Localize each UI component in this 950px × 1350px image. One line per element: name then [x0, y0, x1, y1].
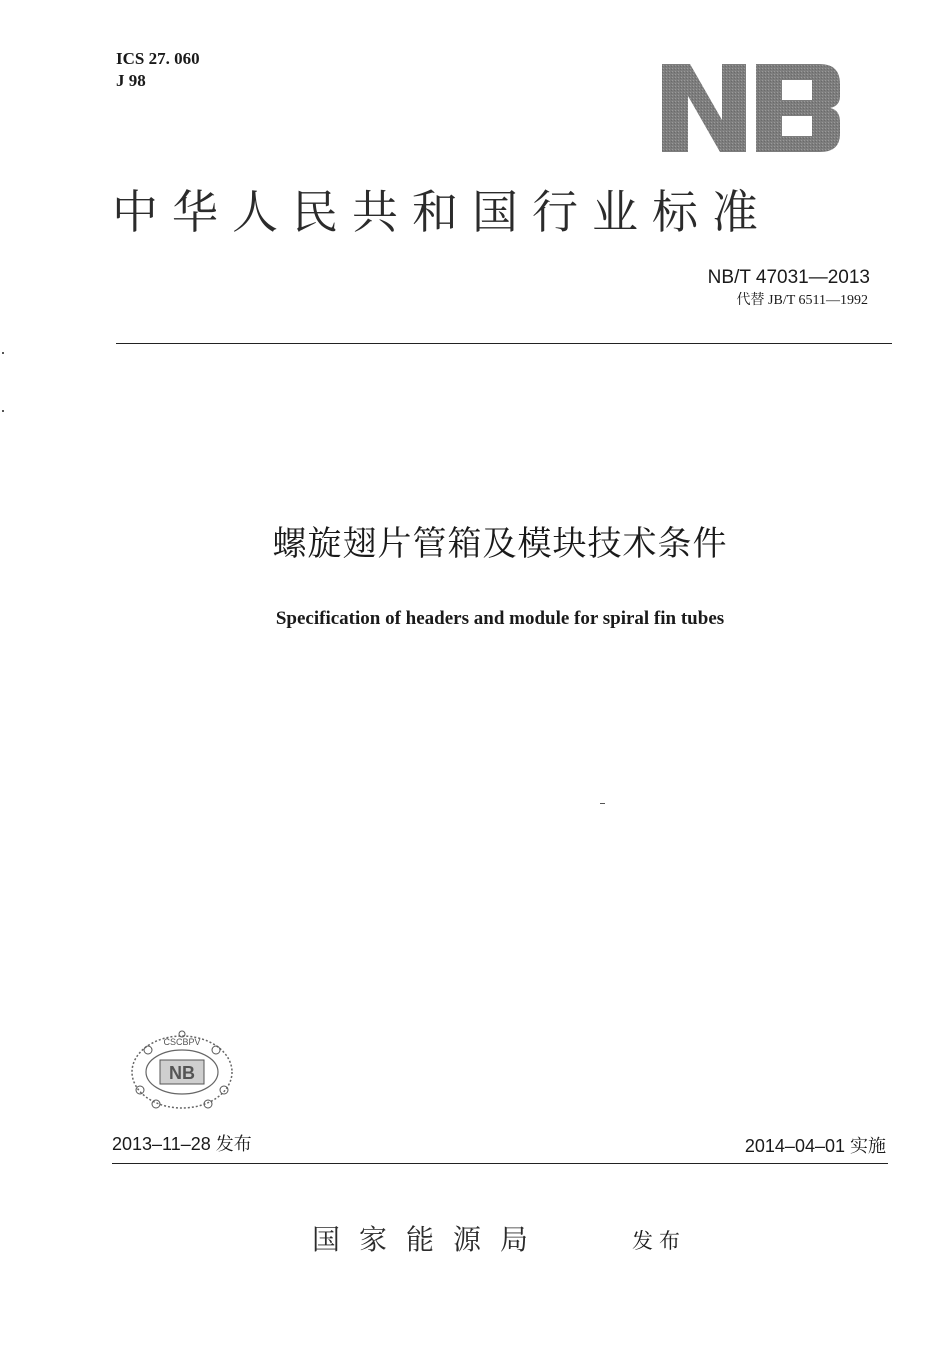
issue-date: 2013–11–28 发布	[112, 1134, 252, 1154]
issuing-authority: 国家能源局	[312, 1223, 548, 1256]
scan-speck	[600, 803, 605, 804]
cscbpv-seal	[126, 1028, 238, 1112]
scan-speck	[2, 410, 4, 412]
replaces-standard: 代替 JB/T 6511—1992	[736, 293, 868, 308]
scan-speck	[2, 352, 4, 354]
implementation-date: 2014–04–01 实施	[744, 1136, 886, 1156]
classification-codes	[116, 48, 200, 92]
bottom-divider	[112, 1163, 888, 1164]
seal-ring-text: CSCBPV	[163, 1037, 201, 1047]
ccs-code: J 98	[116, 71, 146, 90]
ics-code: ICS 27. 060	[116, 49, 200, 68]
standard-category-title: 中华人民共和国行业标准	[112, 185, 772, 239]
document-title-chinese: 螺旋翅片管箱及模块技术条件	[272, 524, 728, 564]
issuing-label: 发布	[632, 1229, 686, 1253]
nb-logo	[660, 62, 842, 154]
top-divider	[116, 343, 892, 344]
standard-number: NB/T 47031—2013	[707, 267, 870, 288]
svg-text:NB: NB	[169, 1063, 195, 1083]
document-title-english: Specification of headers and module for spiral fin tubes	[275, 608, 725, 629]
